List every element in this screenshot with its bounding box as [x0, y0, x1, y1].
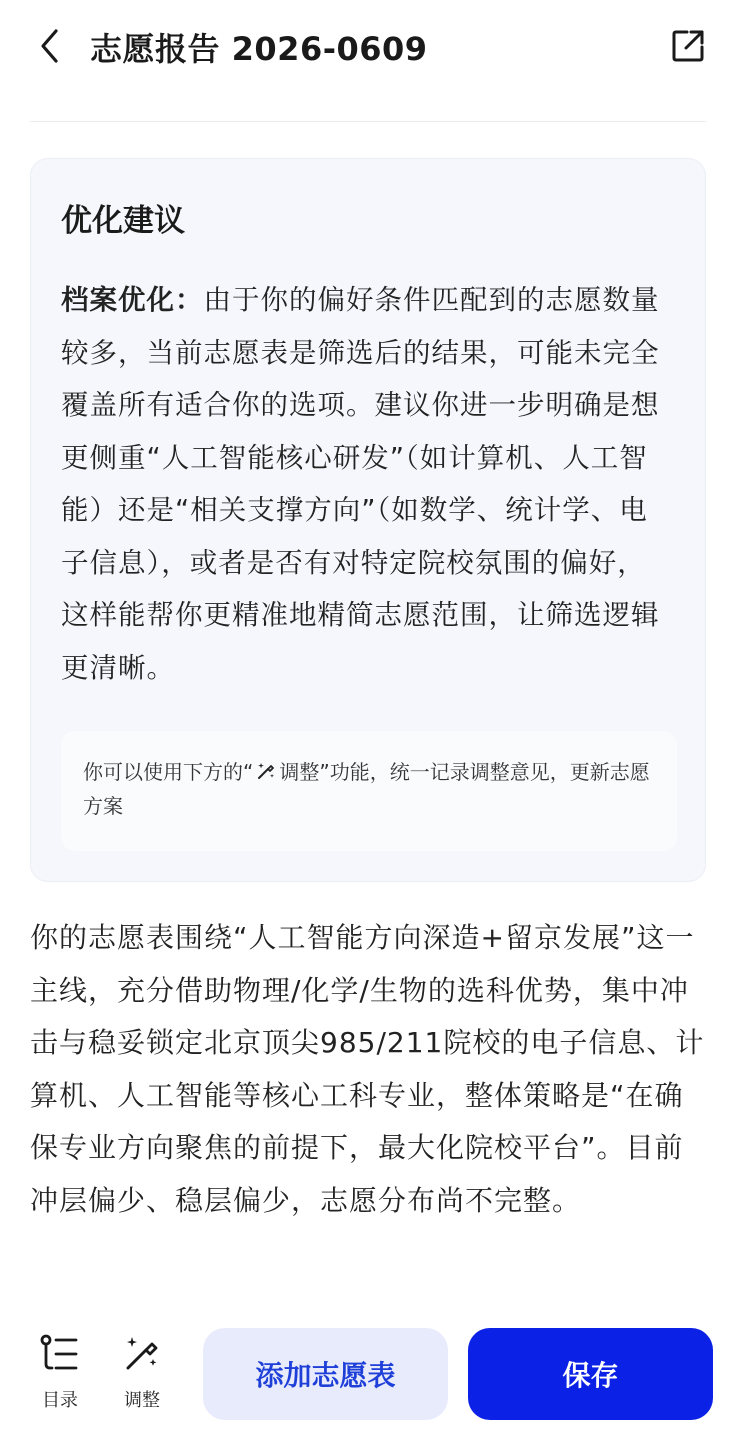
- top-nav-bar: [0, 0, 736, 100]
- adjust-button[interactable]: [112, 1334, 172, 1412]
- card-lead-label: 档案优化：: [61, 284, 204, 316]
- card-body: [61, 274, 667, 694]
- tip-keyword: 调整: [279, 760, 320, 784]
- back-button[interactable]: [30, 26, 70, 66]
- bottom-action-bar: [0, 1310, 736, 1440]
- header-divider: [30, 121, 706, 122]
- list-outline-icon: [40, 1334, 80, 1374]
- toc-button[interactable]: [30, 1334, 90, 1412]
- card-title: 优化建议: [61, 203, 185, 239]
- optimization-suggestion-card: [30, 158, 706, 882]
- share-external-icon: [670, 28, 706, 64]
- chevron-left-icon: [36, 26, 64, 66]
- magic-pen-icon: [122, 1334, 162, 1374]
- page-title: 志愿报告 2026-0609: [90, 30, 428, 68]
- toc-label: 目录: [42, 1390, 78, 1411]
- save-button[interactable]: 保存: [468, 1328, 713, 1420]
- tip-text-before: 你可以使用下方的“: [83, 760, 254, 784]
- adjust-label: 调整: [124, 1390, 160, 1411]
- tip-text-after: ”功能，统一记录调整意见，更新志愿方案: [83, 760, 650, 818]
- card-body-text: 由于你的偏好条件匹配到的志愿数量较多，当前志愿表是筛选后的结果，可能未完全覆盖所有适合你的选项。建议你进一步明确是想更侧重“人工智能核心研发”（如计算机、人工智能）还是“相关支撑方向”（如数学、统计学、电子信息），或者是否有对特定院校氛围的偏好，这样能帮你更精准地精简志愿范围，让筛选逻辑更清晰。: [61, 284, 660, 684]
- add-volunteer-table-button[interactable]: 添加志愿表: [203, 1328, 448, 1420]
- magic-pen-icon: [255, 760, 277, 782]
- report-summary-text: 你的志愿表围绕“人工智能方向深造+留京发展”这一主线，充分借助物理/化学/生物的选科优势，集中冲击与稳妥锁定北京顶尖985/211院校的电子信息、计算机、人工智能等核心工科专业，整体策略是“在确保专业方向聚焦的前提下，最大化院校平台”。目前冲层偏少、稳层偏少，志愿分布尚不完整。: [30, 921, 705, 1217]
- share-button[interactable]: [668, 26, 708, 66]
- adjust-tip-box: [61, 731, 677, 851]
